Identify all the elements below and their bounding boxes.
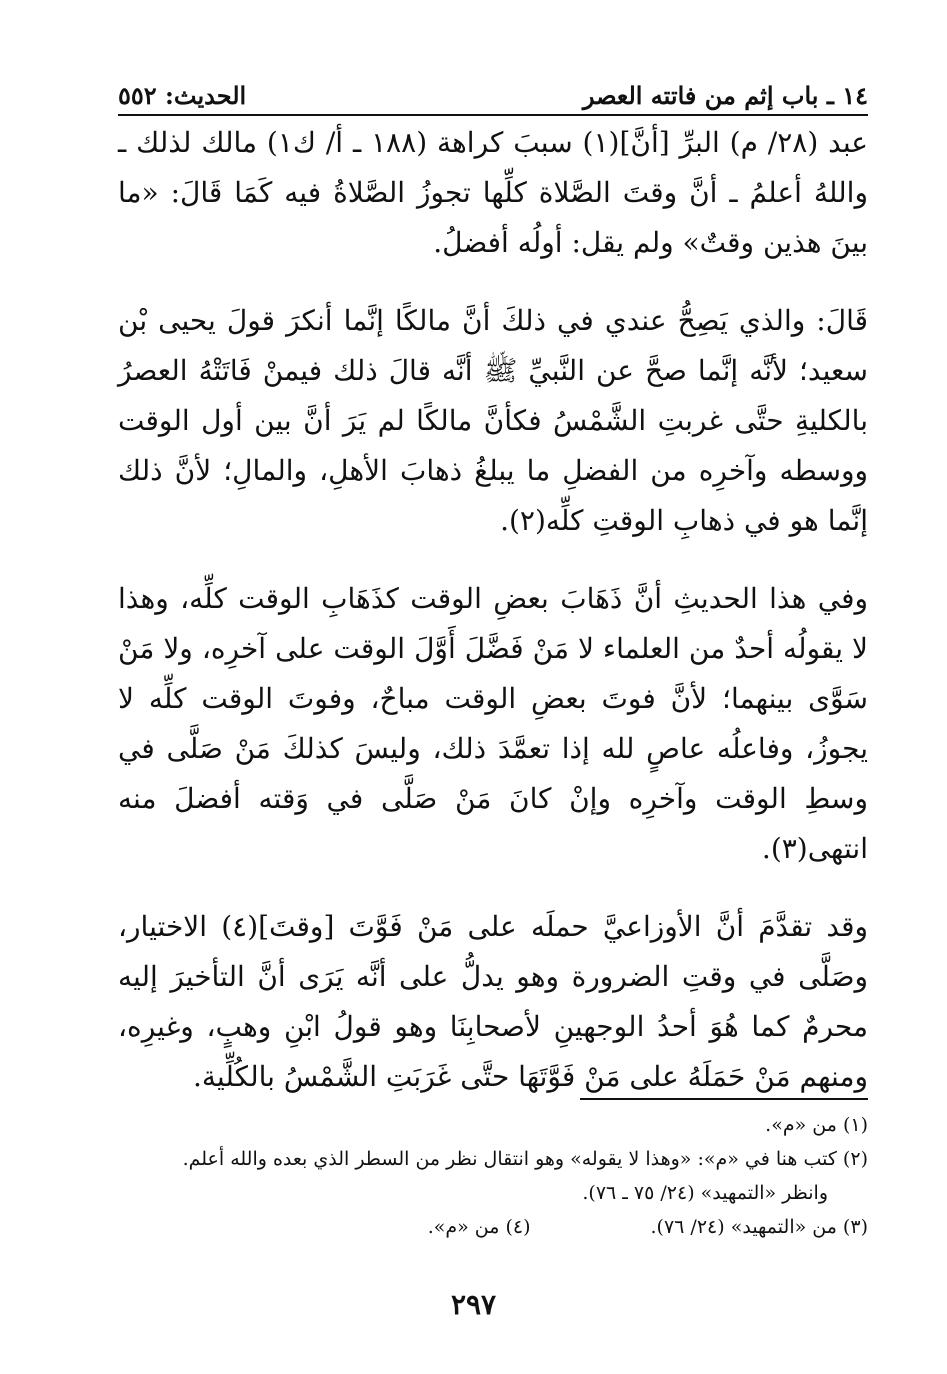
hadith-number: الحديث: ٥٥٢: [118, 81, 247, 110]
footnotes: [118, 1108, 868, 1244]
paragraph: وفي هذا الحديثِ أنَّ ذَهَابَ بعضِ الوقت كذَهَابِ الوقت كلِّه، وهذا لا يقولُه أحدٌ من العلماء لا مَنْ فَضَّلَ أَوَّلَ الوقت على آخرِه، ولا مَنْ سَوَّى بينهما؛ لأنَّ فوتَ بعضِ الوقت مباحٌ، وفوتَ الوقت كلِّه لا يجوزُ، وفاعلُه عاصٍ لله إذا تعمَّدَ ذلك، وليسَ كذلكَ مَنْ صَلَّى في وسطِ الوقت وآخرِه وإنْ كانَ مَنْ صَلَّى في وَقته أفضلَ منه انتهى(٣).: [118, 582, 868, 865]
footnote-1: (١) من «م».: [765, 1114, 868, 1136]
footnote-2-continuation: وانظر «التمهيد» (٢٤/ ٧٥ ـ ٧٦).: [582, 1182, 828, 1204]
paragraph: عبد (٢٨/ م) البرِّ [أنَّ](١) سببَ كراهة (١٨٨ ـ أ/ ك١) مالك لذلك ـ واللهُ أعلمُ ـ أنَّ وقتَ الصَّلاة كلِّها تجوزُ الصَّلاةُ فيه كَمَا قَالَ: «ما بينَ هذين وقتٌ» ولم يقل: أولُه أفضلُ.: [118, 126, 869, 259]
footnote-4: (٤) من «م».: [427, 1216, 531, 1238]
footnote-divider: [580, 1098, 868, 1100]
chapter-title: ١٤ ـ باب إثم من فاتته العصر: [582, 81, 868, 110]
footnote-2: (٢) كتب هنا في «م»: «وهذا لا يقوله» وهو انتقال نظر من السطر الذي بعده والله أعلم.: [182, 1148, 868, 1170]
footnote-3: (٣) من «التمهيد» (٢٤/ ٧٦).: [650, 1216, 868, 1238]
main-text: [118, 118, 868, 1130]
paragraph: وقد تقدَّمَ أنَّ الأوزاعيَّ حملَه على مَنْ فَوَّتَ [وقتَ](٤) الاختيار، وصَلَّى في وقتِ الضرورة وهو يدلُّ على أنَّه يَرَى أنَّ التأخيرَ إليه محرمٌ كما هُوَ أحدُ الوجهينِ لأصحابِنَا وهو قولُ ابْنِ وهبٍ، وغيرِه، ومنهم مَنْ حَمَلَهُ على مَنْ فَوَّتَهَا حتَّى غَرَبَتِ الشَّمْسُ بالكُلِّية.: [118, 910, 868, 1093]
running-header: [118, 70, 868, 116]
paragraph: قَالَ: والذي يَصِحُّ عندي في ذلكَ أنَّ مالكًا إنَّما أنكرَ قولَ يحيى بْن سعيد؛ لأنَّه إنَّما صحَّ عن النَّبيِّ ﷺ أنَّه قالَ ذلك فيمنْ فَاتَتْهُ العصرُ بالكليةِ حتَّى غربتِ الشَّمْسُ فكأنَّ مالكًا لم يَرَ أنَّ بين أول الوقت ووسطه وآخرِه من الفضلِ ما يبلغُ ذهابَ الأهلِ، والمالِ؛ لأنَّ ذلك إنَّما هو في ذهابِ الوقتِ كلِّه(٢).: [118, 304, 868, 537]
footnote-row: [118, 1210, 868, 1244]
page-number: ٢٩٧: [450, 1288, 497, 1321]
